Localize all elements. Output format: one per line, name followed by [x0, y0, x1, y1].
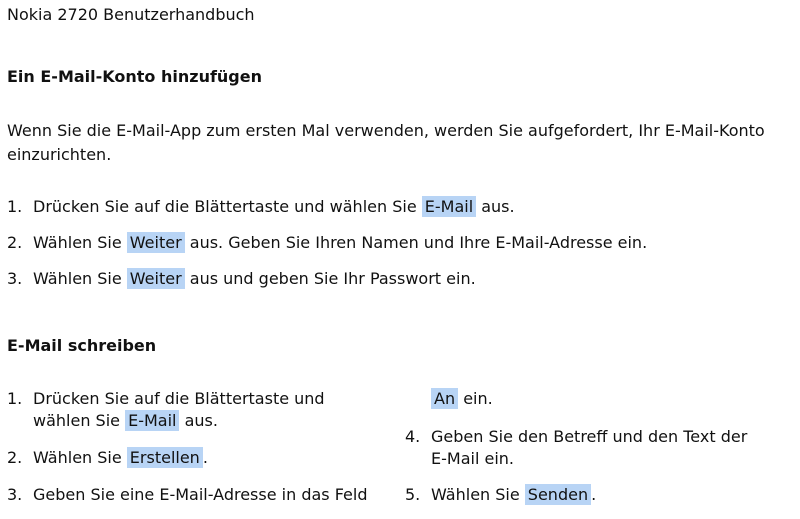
step-number: 1.: [7, 389, 23, 408]
step-text: aus.: [184, 411, 218, 430]
step-text: Wählen Sie: [33, 448, 122, 467]
step-text: wählen Sie: [33, 411, 120, 430]
intro-paragraph: Wenn Sie die E-Mail-App zum ersten Mal verwenden, werden Sie aufgefordert, Ihr E-Mail-Konto einzurichten.: [7, 121, 765, 164]
list-item: [7, 484, 367, 506]
step-number: 2.: [7, 233, 23, 252]
ui-term-highlight: Erstellen: [127, 447, 203, 468]
step-text: .: [591, 485, 597, 504]
step-text: E-Mail ein.: [431, 449, 514, 468]
list-item: [7, 232, 647, 254]
step-text: Drücken Sie auf die Blättertaste und wählen Sie: [33, 197, 417, 216]
list-item: [7, 388, 325, 432]
section-heading-write-email: E-Mail schreiben: [7, 336, 157, 355]
ui-term-highlight: E-Mail: [125, 410, 179, 431]
ui-term-highlight: An: [431, 388, 458, 409]
document-title: Nokia 2720 Benutzerhandbuch: [7, 5, 255, 24]
step-number: 1.: [7, 197, 23, 216]
list-item-continuation: [431, 388, 493, 410]
ui-term-highlight: Weiter: [127, 232, 185, 253]
step-number: 5.: [405, 485, 421, 504]
ui-term-highlight: Senden: [525, 484, 591, 505]
step-number: 3.: [7, 269, 23, 288]
step-number: 3.: [7, 485, 23, 504]
step-text: Wählen Sie: [33, 233, 122, 252]
step-text: Wählen Sie: [431, 485, 520, 504]
ui-term-highlight: Weiter: [127, 268, 185, 289]
list-item: [7, 268, 476, 290]
list-item: [7, 196, 515, 218]
step-text: .: [202, 448, 208, 467]
step-text: ein.: [463, 389, 493, 408]
list-item: [405, 484, 596, 506]
step-text: Geben Sie den Betreff und den Text der: [431, 427, 748, 446]
step-text: Geben Sie eine E-Mail-Adresse in das Feld: [33, 485, 368, 504]
list-item: [7, 447, 208, 469]
step-number: 2.: [7, 448, 23, 467]
step-text: aus.: [481, 197, 515, 216]
step-text: Drücken Sie auf die Blättertaste und: [33, 389, 325, 408]
step-text: Wählen Sie: [33, 269, 122, 288]
step-number: 4.: [405, 427, 421, 446]
step-text: aus. Geben Sie Ihren Namen und Ihre E-Mail-Adresse ein.: [189, 233, 648, 252]
step-text: aus und geben Sie Ihr Passwort ein.: [189, 269, 476, 288]
section-heading-add-account: Ein E-Mail-Konto hinzufügen: [7, 67, 262, 86]
list-item: [405, 426, 747, 470]
ui-term-highlight: E-Mail: [422, 196, 476, 217]
